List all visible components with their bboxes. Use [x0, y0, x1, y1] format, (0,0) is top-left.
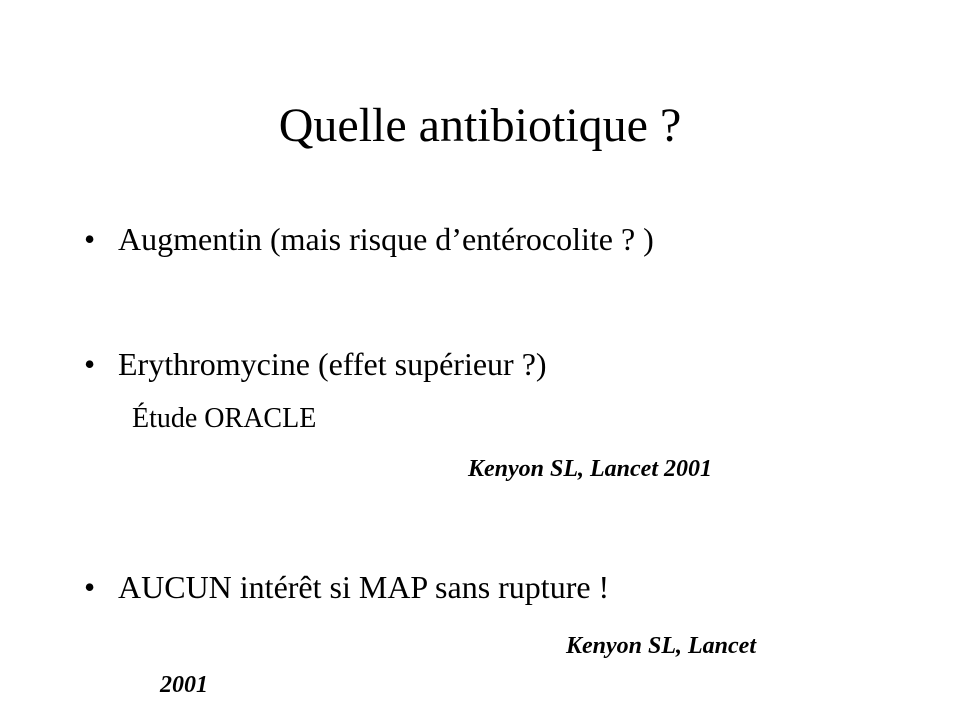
- bullet-item-augmentin: [84, 219, 654, 259]
- bullet-marker: •: [84, 569, 96, 605]
- reference-citation-line2: 2001: [160, 672, 208, 698]
- bullet-text: Erythromycine (effet supérieur ?): [118, 346, 547, 382]
- reference-citation-line1: Kenyon SL, Lancet: [566, 633, 756, 659]
- bullet-marker: •: [84, 221, 96, 257]
- slide-title: Quelle antibiotique ?: [278, 99, 682, 152]
- bullet-marker: •: [84, 346, 96, 382]
- bullet-text: Augmentin (mais risque d’entérocolite ? ): [118, 221, 654, 257]
- bullet-item-erythromycine: [84, 344, 547, 384]
- sub-item-etude-oracle: Étude ORACLE: [132, 403, 317, 434]
- reference-citation: Kenyon SL, Lancet 2001: [468, 456, 712, 482]
- bullet-text: AUCUN intérêt si MAP sans rupture !: [118, 569, 610, 605]
- bullet-item-aucun-interet: [84, 567, 609, 607]
